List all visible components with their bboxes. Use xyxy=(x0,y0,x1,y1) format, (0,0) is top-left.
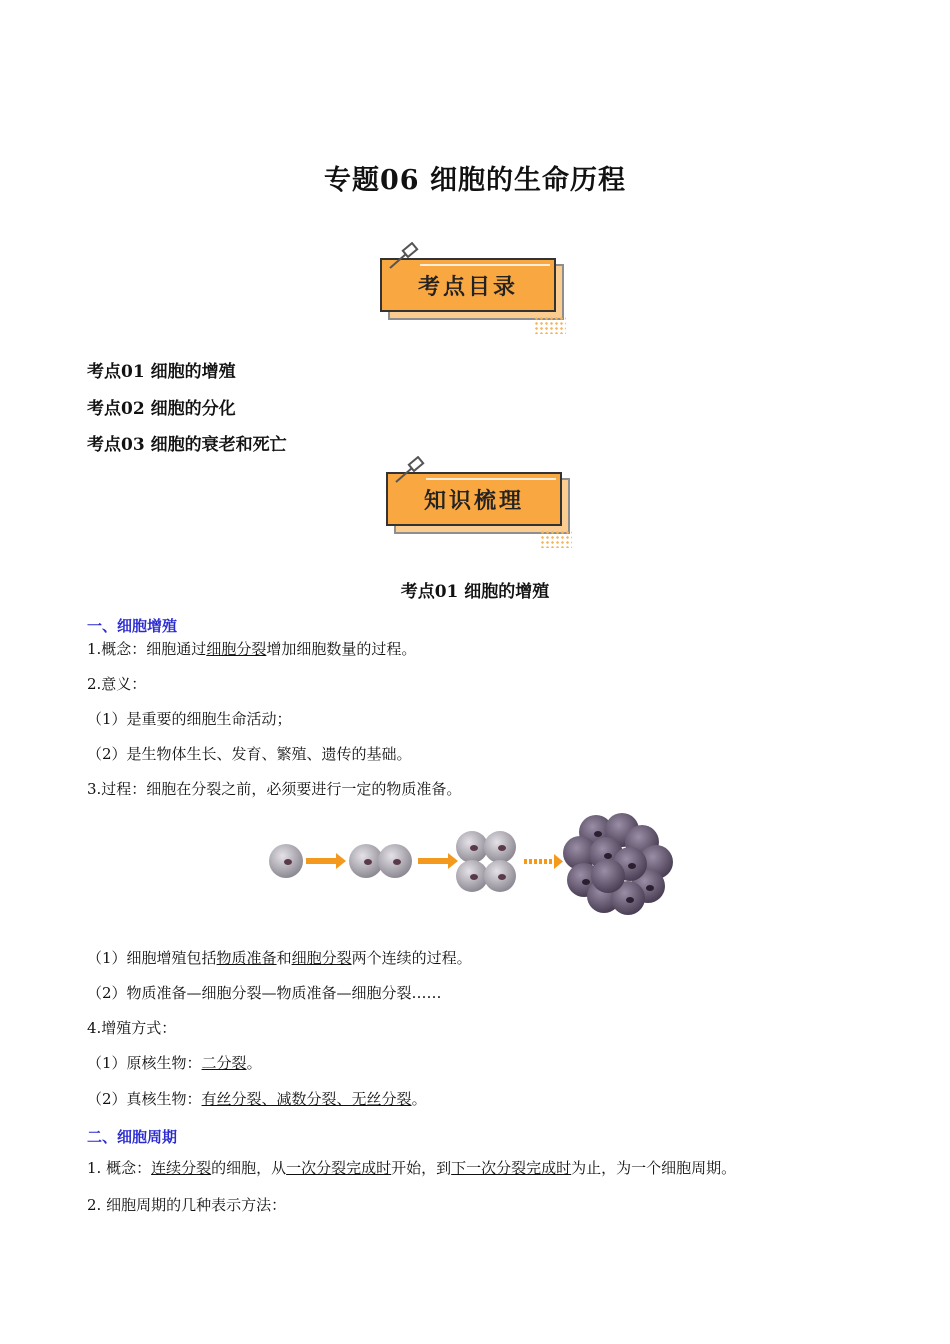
cell-cycle-concept xyxy=(87,1158,736,1178)
underlined-term: 连续分裂 xyxy=(151,1159,212,1177)
meaning-item-1: （1）是重要的细胞生命活动； xyxy=(87,710,292,728)
meaning-item-2: （2）是生物体生长、发育、繁殖、遗传的基础。 xyxy=(87,745,412,763)
text: 两个连续的过程。 xyxy=(351,949,472,967)
knowledge-banner xyxy=(386,468,586,548)
underlined-term: 有丝分裂、减数分裂、无丝分裂 xyxy=(201,1090,412,1108)
text: 。 xyxy=(246,1054,262,1072)
pushpin-icon xyxy=(392,456,428,486)
process-item-2: （2）物质准备—细胞分裂—物质准备—细胞分裂…… xyxy=(87,984,442,1002)
heading-cell-proliferation: 一、细胞增殖 xyxy=(87,617,178,635)
process-line: 3.过程：细胞在分裂之前，必须要进行一定的物质准备。 xyxy=(87,780,462,798)
two-cells xyxy=(349,844,412,878)
text: 为止，为一个细胞周期。 xyxy=(571,1159,737,1177)
banner-dots xyxy=(534,316,566,334)
toc-item-2: 考点02 细胞的分化 xyxy=(87,399,236,419)
text: （1）细胞增殖包括 xyxy=(87,949,217,967)
banner-label: 考点目录 xyxy=(380,258,556,312)
text: （1）原核生物： xyxy=(87,1054,202,1072)
dashed-arrow-icon xyxy=(524,854,563,869)
heading-cell-cycle: 二、细胞周期 xyxy=(87,1128,178,1146)
page-title: 专题06 细胞的生命历程 xyxy=(324,165,626,196)
meaning-line: 2.意义： xyxy=(87,675,147,693)
toc-item-3: 考点03 细胞的衰老和死亡 xyxy=(87,435,287,455)
underlined-term: 物质准备 xyxy=(216,949,277,967)
text: 开始，到 xyxy=(391,1159,452,1177)
section-title: 考点01 细胞的增殖 xyxy=(400,582,550,602)
four-cells xyxy=(456,831,516,892)
banner-label: 知识梳理 xyxy=(386,472,562,526)
modes-item-2 xyxy=(87,1089,427,1109)
single-cell xyxy=(269,844,303,878)
modes-item-1 xyxy=(87,1053,262,1073)
concept-line xyxy=(87,639,416,659)
banner-highlight-line xyxy=(426,478,556,480)
arrow-icon xyxy=(306,853,346,869)
cell-cycle-methods: 2. 细胞周期的几种表示方法： xyxy=(87,1196,287,1214)
process-item-1 xyxy=(87,948,472,968)
text: 增加细胞数量的过程。 xyxy=(266,640,417,658)
underlined-term: 二分裂 xyxy=(201,1054,247,1072)
banner-dots xyxy=(540,530,572,548)
text: 的细胞，从 xyxy=(211,1159,287,1177)
underlined-term: 细胞分裂 xyxy=(291,949,352,967)
banner-highlight-line xyxy=(420,264,550,266)
toc-item-1: 考点01 细胞的增殖 xyxy=(87,362,236,382)
underlined-term: 下一次分裂完成时 xyxy=(451,1159,572,1177)
text: （2）真核生物： xyxy=(87,1090,202,1108)
text: 和 xyxy=(276,949,292,967)
text: 1. 概念： xyxy=(87,1159,152,1177)
cell-cluster xyxy=(563,813,673,915)
pushpin-icon xyxy=(386,242,422,272)
modes-line: 4.增殖方式： xyxy=(87,1019,177,1037)
text: 。 xyxy=(411,1090,427,1108)
toc-banner xyxy=(380,254,580,334)
arrow-icon xyxy=(418,853,458,869)
underlined-term: 细胞分裂 xyxy=(206,640,267,658)
cell-division-figure xyxy=(262,808,712,918)
underlined-term: 一次分裂完成时 xyxy=(286,1159,392,1177)
text: 1.概念：细胞通过 xyxy=(87,640,207,658)
